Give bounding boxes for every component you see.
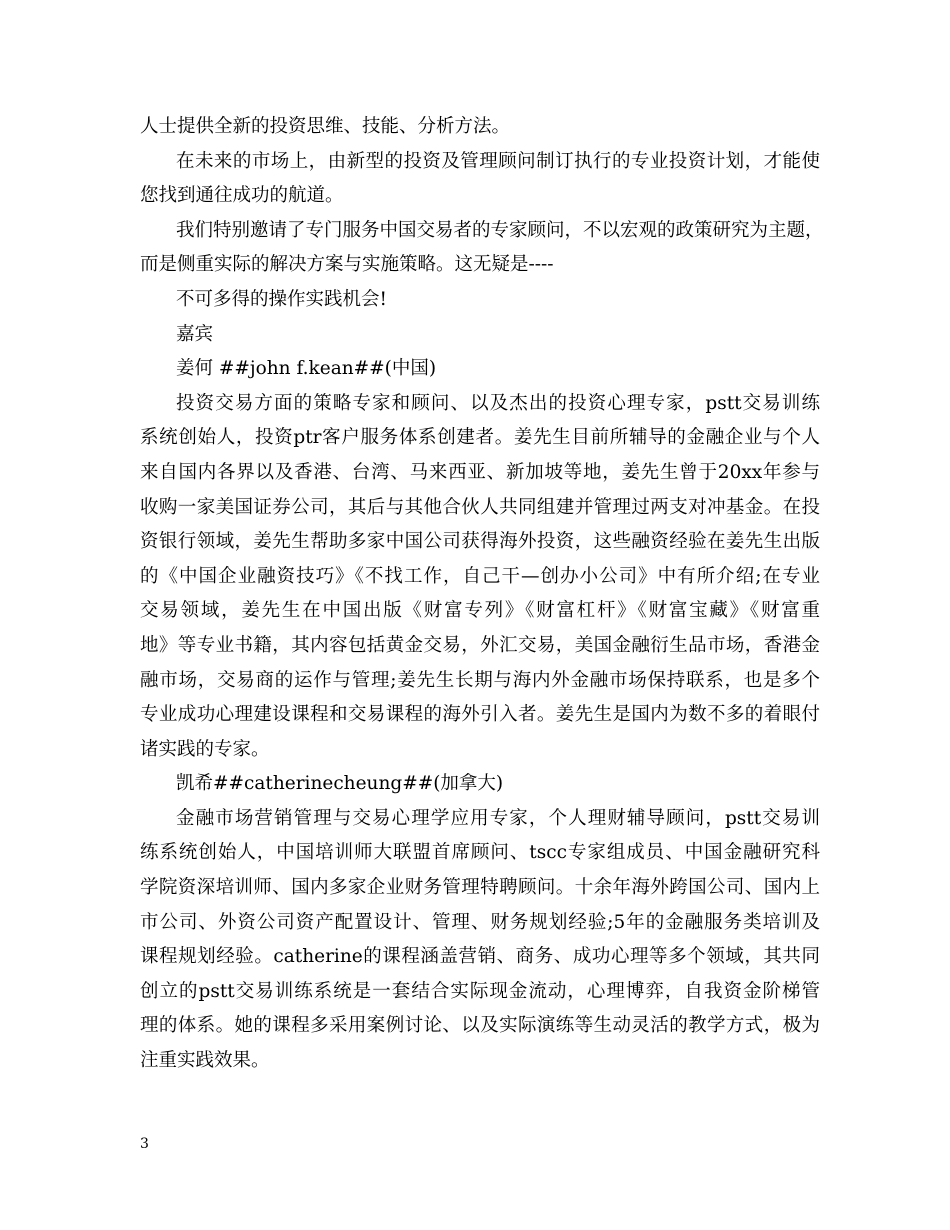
text-line: 而是侧重实际的解决方案与实施策略。这无疑是---- — [140, 254, 554, 276]
page-number: 3 — [140, 1136, 149, 1152]
text-line: 练系统创始人，中国培训师大联盟首席顾问、tscc专家组成员、中国金融研究科 — [140, 842, 820, 864]
text-line: 收购一家美国证券公司，其后与其他合伙人共同组建并管理过两支对冲基金。在投 — [140, 496, 820, 518]
text-line: 来自国内各界以及香港、台湾、马来西亚、新加坡等地，姜先生曾于20xx年参与 — [140, 461, 820, 483]
text-line: 系统创始人，投资ptr客户服务体系创建者。姜先生目前所辅导的金融企业与个人 — [140, 427, 820, 449]
guest-name: 凯希##catherinecheung##(加拿大) — [176, 773, 504, 795]
text-line: 专业成功心理建设课程和交易课程的海外引入者。姜先生是国内为数不多的着眼付 — [140, 704, 820, 726]
text-line: 在未来的市场上，由新型的投资及管理顾问制订执行的专业投资计划，才能使 — [176, 150, 820, 172]
text-line: 学院资深培训师、国内多家企业财务管理特聘顾问。十余年海外跨国公司、国内上 — [140, 877, 820, 899]
text-line: 理的体系。她的课程多采用案例讨论、以及实际演练等生动灵活的教学方式，极为 — [140, 1015, 820, 1037]
text-line: 市公司、外资公司资产配置设计、管理、财务规划经验;5年的金融服务类培训及 — [140, 911, 820, 933]
text-line: 地》等专业书籍，其内容包括黄金交易，外汇交易，美国金融衍生品市场，香港金 — [140, 634, 820, 656]
text-line: 注重实践效果。 — [140, 1050, 270, 1072]
guest-name: 姜何 ##john f.kean##(中国) — [176, 358, 437, 380]
document-body — [140, 110, 824, 1079]
text-line: 您找到通往成功的航道。 — [140, 185, 344, 207]
text-line: 的《中国企业融资技巧》《不找工作，自己干—创办小公司》中有所介绍;在专业 — [140, 565, 820, 587]
text-line: 我们特别邀请了专门服务中国交易者的专家顾问，不以宏观的政策研究为主题， — [176, 219, 824, 241]
text-line: 课程规划经验。catherine的课程涵盖营销、商务、成功心理等多个领域，其共同 — [140, 946, 820, 968]
text-line: 投资交易方面的策略专家和顾问、以及杰出的投资心理专家，pstt交易训练 — [176, 392, 820, 414]
text-line: 融市场，交易商的运作与管理;姜先生长期与海内外金融市场保持联系，也是多个 — [140, 669, 820, 691]
text-line: 人士提供全新的投资思维、技能、分析方法。 — [140, 116, 511, 137]
text-line: 资银行领域，姜先生帮助多家中国公司获得海外投资，这些融资经验在姜先生出版 — [140, 531, 820, 553]
text-line: 交易领域，姜先生在中国出版《财富专列》《财富杠杆》《财富宝藏》《财富重 — [140, 600, 820, 622]
text-line: 金融市场营销管理与交易心理学应用专家，个人理财辅导顾问，pstt交易训 — [176, 807, 820, 829]
text-line: 不可多得的操作实践机会! — [176, 288, 387, 310]
text-line: 诸实践的专家。 — [140, 738, 270, 760]
text-line: 创立的pstt交易训练系统是一套结合实际现金流动，心理博弈，自我资金阶梯管 — [140, 980, 820, 1002]
section-heading: 嘉宾 — [176, 323, 214, 345]
